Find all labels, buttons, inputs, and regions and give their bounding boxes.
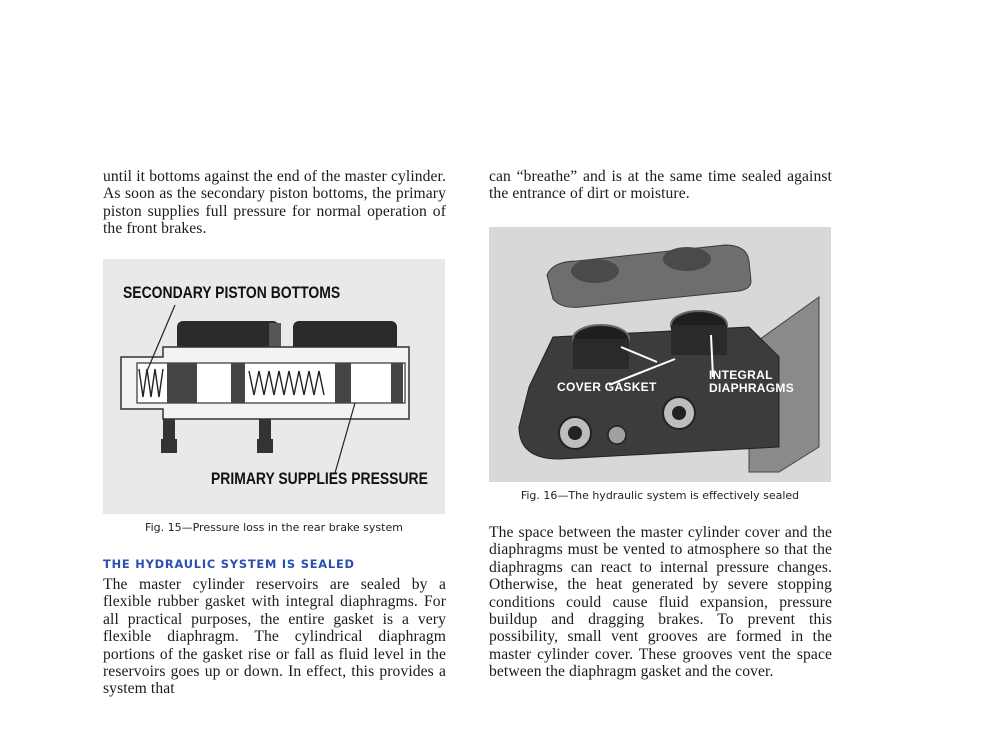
paragraph-sealed-left: The master cylinder reservoirs are sealed by a flexible rubber gasket with integral diaphragms. For all practical purposes, the entire gasket is a very flexible diaphragm. The cylindrical diaphragm portions of the gasket rise or fall as fluid level in the reservoirs goes up or down. In effect, this provides a system that bbox=[103, 576, 446, 698]
cover-dome-shape bbox=[571, 259, 619, 283]
outlet-port-shape bbox=[161, 439, 177, 453]
piston-shape bbox=[335, 363, 351, 403]
section-heading: THE HYDRAULIC SYSTEM IS SEALED bbox=[103, 557, 355, 571]
figure-15-caption: Fig. 15—Pressure loss in the rear brake system bbox=[145, 521, 403, 534]
photo-label-cover-gasket: COVER GASKET bbox=[557, 380, 657, 394]
piston-shape bbox=[231, 363, 245, 403]
figure-label-secondary: SECONDARY PISTON BOTTOMS bbox=[123, 283, 341, 302]
cover-dome-shape bbox=[663, 247, 711, 271]
port-hole-shape bbox=[672, 406, 686, 420]
reservoir-shape bbox=[671, 325, 727, 355]
photo-label-diaphragms: DIAPHRAGMS bbox=[709, 381, 795, 395]
bolt-shape bbox=[608, 426, 626, 444]
outlet-port-shape bbox=[257, 439, 273, 453]
figure-15-diagram bbox=[103, 259, 445, 514]
paragraph-vent-right: The space between the master cylinder cover and the diaphragms must be vented to atmosphere so that the diaphragms can react to internal pressure changes. Otherwise, the heat generated by severe stopping conditions could cause fluid expansion, pressure buildup and dragging brakes. To prevent this possibility, small vent grooves are formed in the master cylinder cover. These grooves vent the space between the diaphragm gasket and the cover. bbox=[489, 524, 832, 681]
paragraph-continuation-left: until it bottoms against the end of the master cylinder. As soon as the secondary piston bottoms, the primary piston supplies full pressure for normal operation of the front brakes. bbox=[103, 168, 446, 238]
figure-16-photo bbox=[489, 227, 831, 482]
figure-16-caption: Fig. 16—The hydraulic system is effectively sealed bbox=[520, 489, 800, 502]
figure-label-primary: PRIMARY SUPPLIES PRESSURE bbox=[211, 469, 428, 488]
piston-shape bbox=[167, 363, 197, 403]
photo-label-integral: INTEGRAL bbox=[709, 368, 773, 382]
port-hole-shape bbox=[568, 426, 582, 440]
master-cylinder-photo bbox=[489, 227, 831, 482]
paragraph-continuation-right: can “breathe” and is at the same time sealed against the entrance of dirt or moisture. bbox=[489, 168, 832, 203]
piston-shape bbox=[391, 363, 403, 403]
reservoir-shape bbox=[573, 339, 629, 369]
